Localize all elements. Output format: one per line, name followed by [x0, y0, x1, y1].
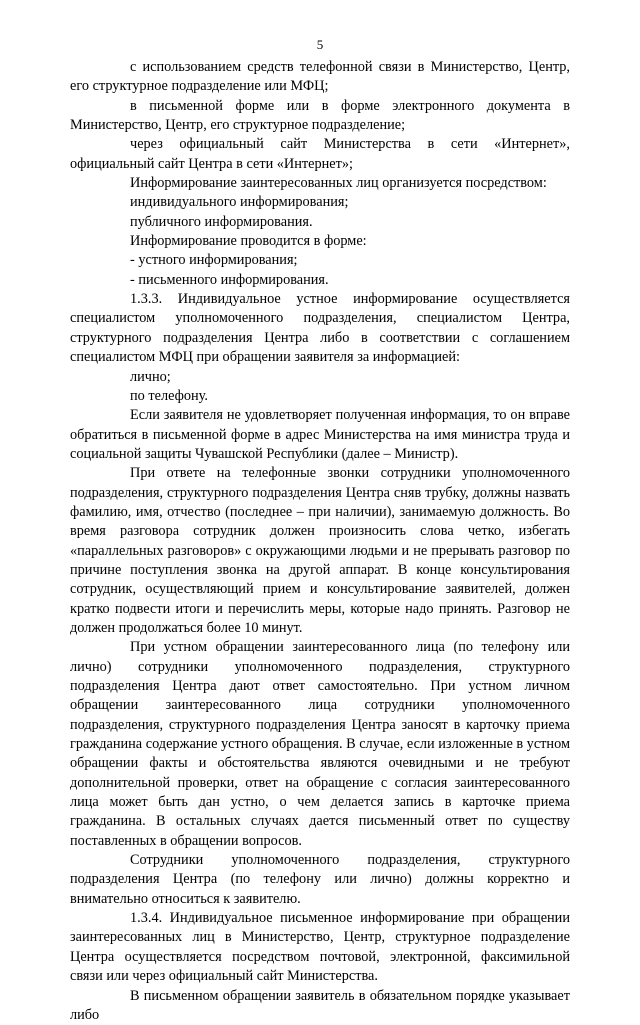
paragraph: В письменном обращении заявитель в обязательном порядке указывает либо — [70, 987, 570, 1025]
paragraph: 1.3.3. Индивидуальное устное информирование осуществляется специалистом уполномоченного подразделения, специалистом Центра, структурного подразделения Центра либо в соответствии с соглашением специалистом МФЦ при обращении заявителя за информацией: — [70, 290, 570, 367]
page-number: 5 — [0, 37, 640, 53]
paragraph: 1.3.4. Индивидуальное письменное информирование при обращении заинтересованных лиц в Министерство, Центр, структурное подразделение Центра осуществляется посредством почтовой, электронной, факсимильной связи или через официальный сайт Министерства. — [70, 909, 570, 986]
paragraph: с использованием средств телефонной связи в Министерство, Центр, его структурное подразделение или МФЦ; — [70, 58, 570, 97]
document-body — [70, 58, 570, 1025]
list-item: публичного информирования. — [70, 213, 570, 232]
paragraph: Сотрудники уполномоченного подразделения, структурного подразделения Центра (по телефону или лично) должны корректно и внимательно относиться к заявителю. — [70, 851, 570, 909]
list-item: - устного информирования; — [70, 251, 570, 270]
paragraph: Информирование заинтересованных лиц организуется посредством: — [70, 174, 570, 193]
list-item: по телефону. — [70, 387, 570, 406]
paragraph: При устном обращении заинтересованного лица (по телефону или лично) сотрудники уполномоченного подразделения, структурного подразделения Центра дают ответ самостоятельно. При устном личном обращении заинтересованного лица сотрудники уполномоченного подразделения, структурного подразделения Центра заносят в карточку приема гражданина содержание устного обращения. В случае, если изложенные в устном обращении факты и обстоятельства являются очевидными и не требуют дополнительной проверки, ответ на обращение с согласия заинтересованного лица может быть дан устно, о чем делается запись в карточке приема гражданина. В остальных случаях дается письменный ответ по существу поставленных в обращении вопросов. — [70, 638, 570, 851]
paragraph: Информирование проводится в форме: — [70, 232, 570, 251]
paragraph: При ответе на телефонные звонки сотрудники уполномоченного подразделения, структурного подразделения Центра сняв трубку, должны назвать фамилию, имя, отчество (последнее – при наличии), занимаемую должность. Во время разговора сотрудник должен произносить слова четко, избегать «параллельных разговоров» с окружающими людьми и не прерывать разговор по причине поступления звонка на другой аппарат. В конце консультирования сотрудник, осуществляющий прием и консультирование заявителей, должен кратко подвести итоги и перечислить меры, которые надо принять. Разговор не должен продолжаться более 10 минут. — [70, 464, 570, 638]
paragraph: в письменной форме или в форме электронного документа в Министерство, Центр, его структурное подразделение; — [70, 97, 570, 136]
paragraph: Если заявителя не удовлетворяет полученная информация, то он вправе обратиться в письменной форме в адрес Министерства на имя министра труда и социальной защиты Чувашской Республики (далее – Министр). — [70, 406, 570, 464]
list-item: лично; — [70, 368, 570, 387]
paragraph: через официальный сайт Министерства в сети «Интернет», официальный сайт Центра в сети «Интернет»; — [70, 135, 570, 174]
list-item: - письменного информирования. — [70, 271, 570, 290]
list-item: индивидуального информирования; — [70, 193, 570, 212]
